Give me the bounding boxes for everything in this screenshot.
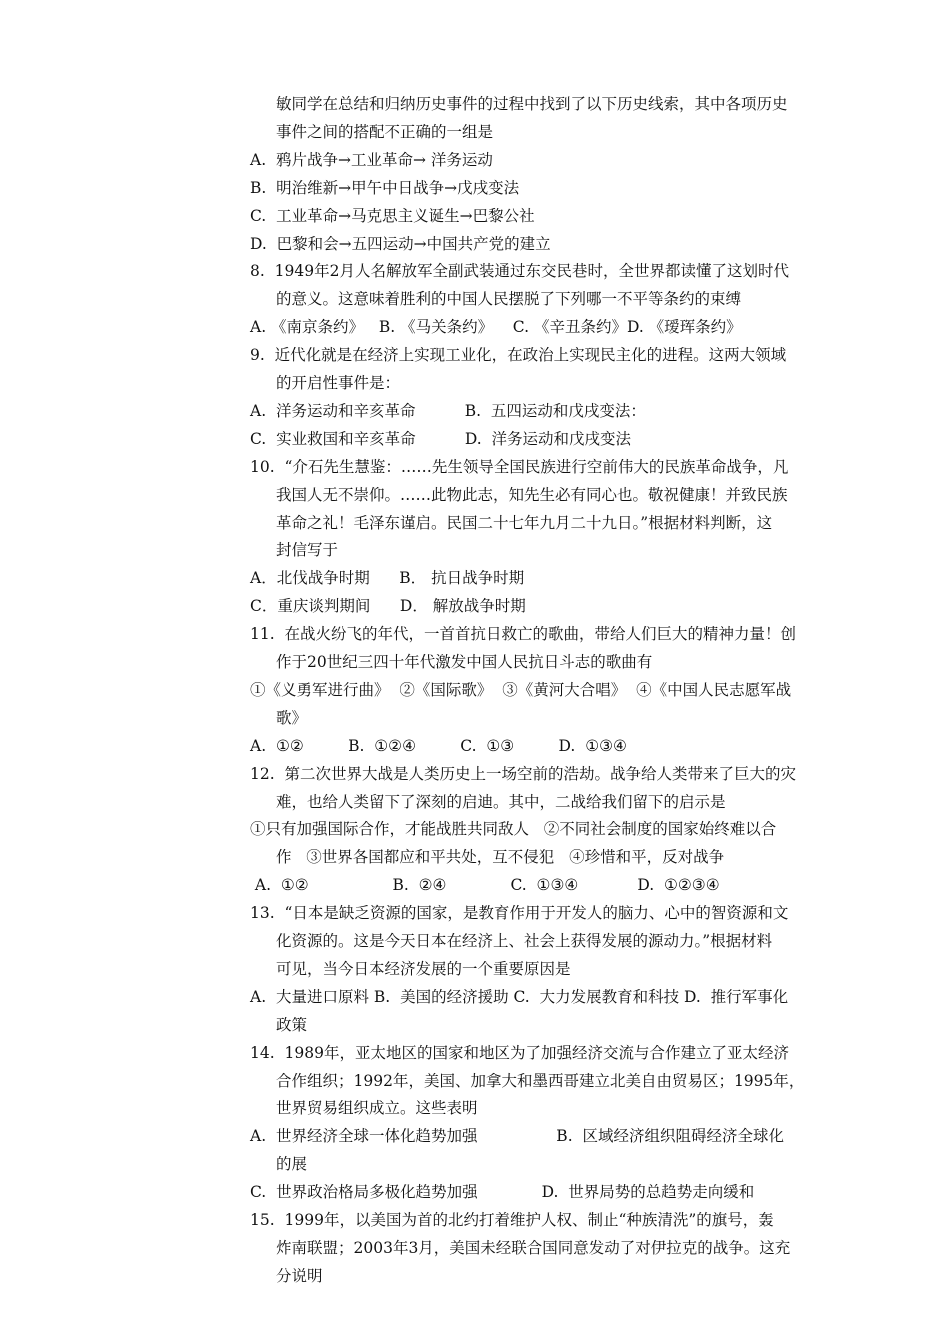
text-line: A. 《南京条约》 B. 《马关条约》 C. 《辛丑条约》D. 《瑷珲条约》	[250, 318, 742, 336]
text-line: ①《义勇军进行曲》 ②《国际歌》 ③《黄河大合唱》 ④《中国人民志愿军战	[250, 681, 792, 699]
text-line: 12. 第二次世界大战是人类历史上一场空前的浩劫。战争给人类带来了巨大的灾	[250, 765, 797, 783]
text-line: C．重庆谈判期间 D． 解放战争时期	[250, 597, 526, 615]
text-line: 的开启性事件是：	[276, 374, 401, 392]
text-line: C. 实业救国和辛亥革命 D. 洋务运动和戊戌变法	[250, 430, 632, 448]
text-line: 11. 在战火纷飞的年代，一首首抗日救亡的歌曲，带给人们巨大的精神力量！创	[250, 625, 797, 643]
text-line: 化资源的。这是今天日本在经济上、社会上获得发展的源动力。”根据材料	[276, 932, 773, 950]
text-line: 作 ③世界各国都应和平共处，互不侵犯 ④珍惜和平，反对战争	[276, 848, 725, 866]
text-line: 9. 近代化就是在经济上实现工业化，在政治上实现民主化的进程。这两大领域	[250, 346, 787, 364]
text-line: 分说明	[276, 1267, 323, 1285]
text-line: 10. “介石先生慧鉴：……先生领导全国民族进行空前伟大的民族革命战争，凡	[250, 458, 789, 476]
text-line: C. 世界政治格局多极化趋势加强 D. 世界局势的总趋势走向缓和	[250, 1183, 755, 1201]
text-line: 歌》	[276, 709, 308, 727]
text-line: 8. 1949年2月人名解放军全副武装通过东交民巷时，全世界都读懂了这划时代	[250, 262, 789, 280]
text-line: 15. 1999年，以美国为首的北约打着维护人权、制止“种族清洗”的旗号，轰	[250, 1211, 774, 1229]
text-line: 敏同学在总结和归纳历史事件的过程中找到了以下历史线索，其中各项历史	[276, 95, 788, 113]
text-line: A. 大量进口原料 B. 美国的经济援助 C. 大力发展教育和科技 D. 推行军事化	[250, 988, 789, 1006]
text-line: D. 巴黎和会→五四运动→中国共产党的建立	[250, 235, 551, 253]
text-line: A. 世界经济全球一体化趋势加强 B. 区域经济组织阻碍经济全球化	[250, 1127, 784, 1145]
text-line: A．北伐战争时期 B． 抗日战争时期	[250, 569, 525, 587]
text-line: A. ①② B. ②④ C. ①③④ D. ①②③④	[250, 876, 720, 894]
text-line: 炸南联盟；2003年3月，美国未经联合国同意发动了对伊拉克的战争。这充	[276, 1239, 791, 1257]
text-line: A. ①② B. ①②④ C. ①③ D. ①③④	[250, 737, 627, 755]
text-line: ①只有加强国际合作，才能战胜共同敌人 ②不同社会制度的国家始终难以合	[250, 820, 777, 838]
text-line: 13. “日本是缺乏资源的国家，是教育作用于开发人的脑力、心中的智资源和文	[250, 904, 789, 922]
text-line: 合作组织；1992年，美国、加拿大和墨西哥建立北美自由贸易区；1995年，	[276, 1072, 805, 1090]
text-line: 14. 1989年，亚太地区的国家和地区为了加强经济交流与合作建立了亚太经济	[250, 1044, 789, 1062]
text-line: 难，也给人类留下了深刻的启迪。其中，二战给我们留下的启示是	[276, 793, 726, 811]
text-line: 可见，当今日本经济发展的一个重要原因是	[276, 960, 571, 978]
text-line: A. 鸦片战争→工业革命→ 洋务运动	[250, 151, 493, 169]
text-line: A. 洋务运动和辛亥革命 B. 五四运动和戊戌变法：	[250, 402, 646, 420]
text-line: 的展	[276, 1155, 308, 1173]
text-line: 事件之间的搭配不正确的一组是	[276, 123, 494, 141]
text-line: B. 明治维新→甲午中日战争→戊戌变法	[250, 179, 520, 197]
text-line: 政策	[276, 1016, 308, 1034]
text-line: 革命之礼！毛泽东谨启。民国二十七年九月二十九日。”根据材料判断，这	[276, 514, 773, 532]
text-line: 作于20世纪三四十年代激发中国人民抗日斗志的歌曲有	[276, 653, 653, 671]
text-line: C. 工业革命→马克思主义诞生→巴黎公社	[250, 207, 535, 225]
text-line: 世界贸易组织成立。这些表明	[276, 1099, 478, 1117]
text-line: 我国人无不崇仰。……此物此志，知先生必有同心也。敬祝健康！并致民族	[276, 486, 788, 504]
text-line: 封信写于	[276, 541, 339, 559]
text-line: 的意义。这意味着胜利的中国人民摆脱了下列哪一不平等条约的束缚	[276, 290, 742, 308]
